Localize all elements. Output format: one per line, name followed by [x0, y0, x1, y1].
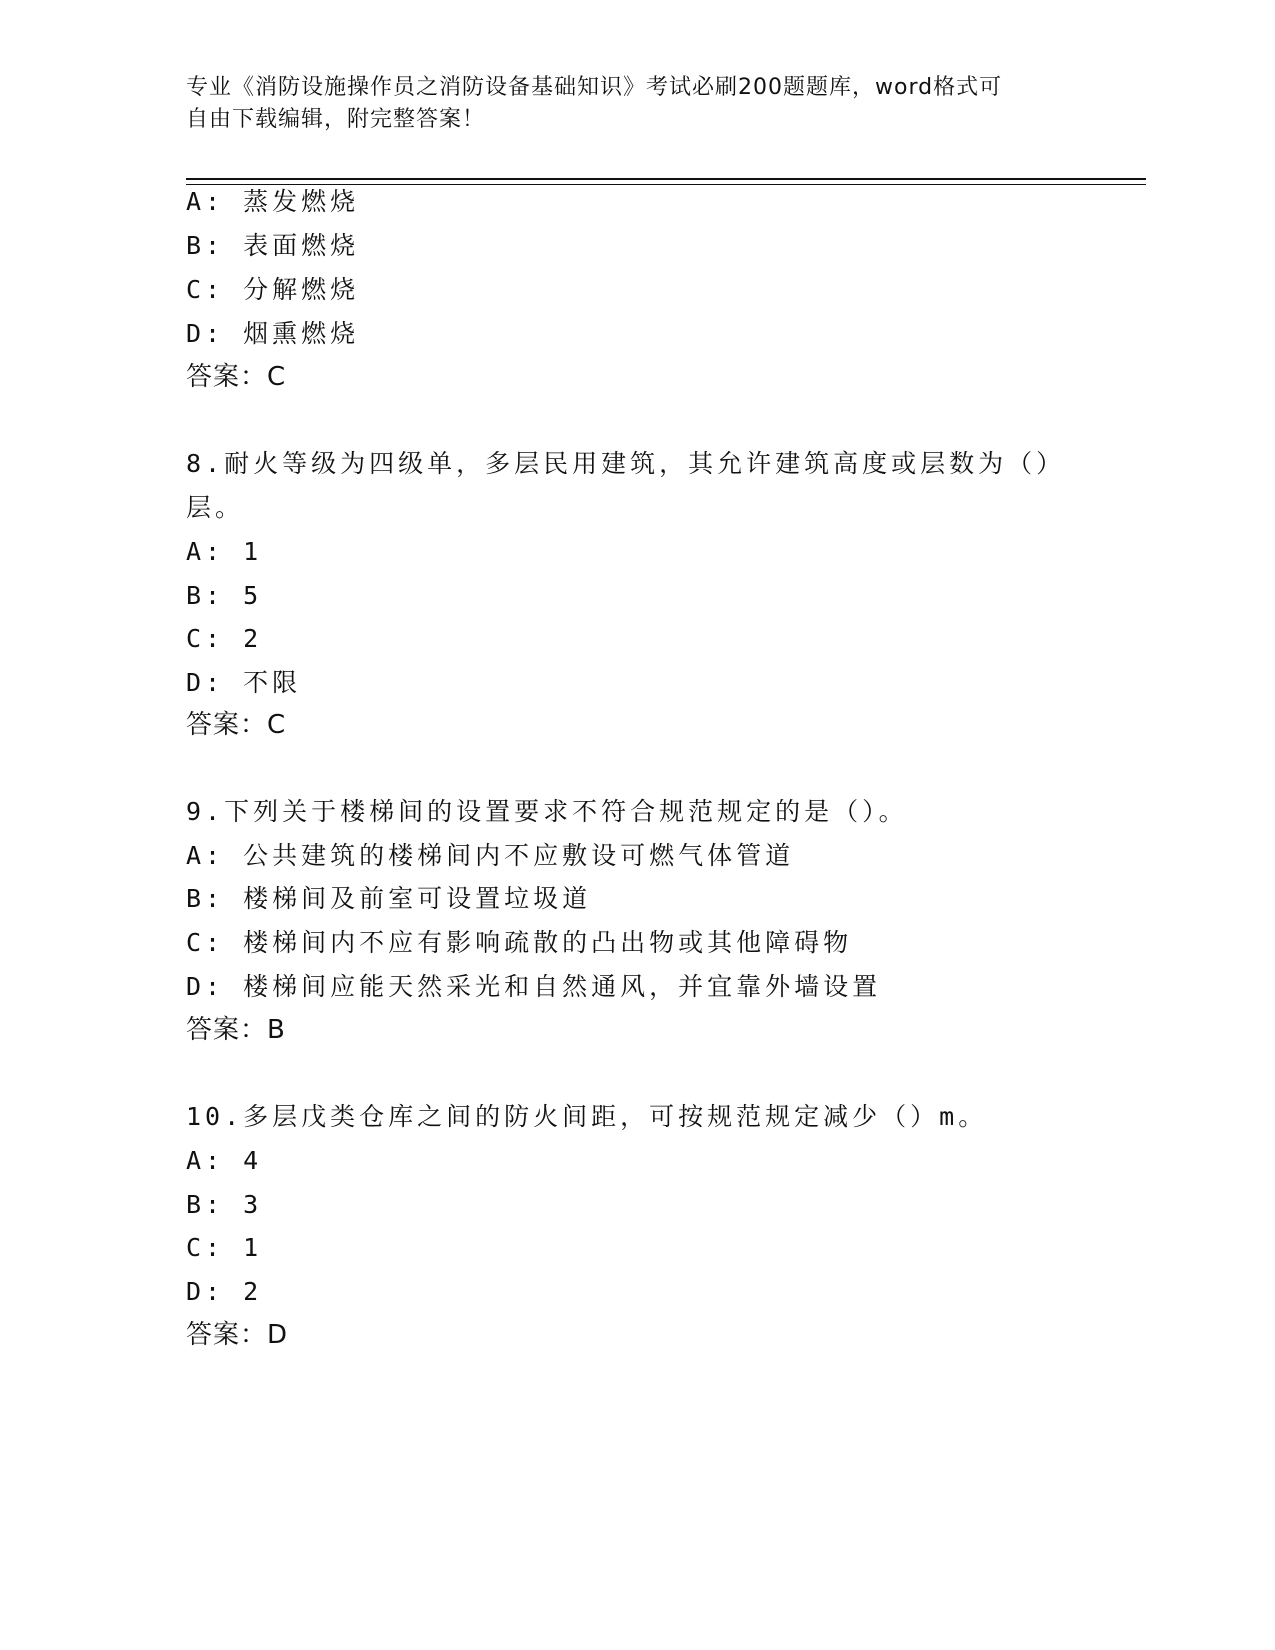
- q10-option-d: D: 2: [186, 1277, 263, 1306]
- header-title-line-2: 自由下载编辑，附完整答案！: [186, 107, 486, 132]
- q9-option-b: B: 楼梯间及前室可设置垃圾道: [186, 884, 592, 913]
- header-title-line-1: 专业《消防设施操作员之消防设备基础知识》考试必刷200题题库，word格式可: [186, 75, 1003, 100]
- q7-option-b: B: 表面燃烧: [186, 231, 360, 260]
- q7-option-c: C: 分解燃烧: [186, 275, 360, 304]
- q10-option-b: B: 3: [186, 1190, 263, 1219]
- q9-option-d: D: 楼梯间应能天然采光和自然通风，并宜靠外墙设置: [186, 972, 882, 1001]
- q9-option-a: A: 公共建筑的楼梯间内不应敷设可燃气体管道: [186, 841, 795, 870]
- q8-option-c: C: 2: [186, 624, 263, 653]
- q9-option-c: C: 楼梯间内不应有影响疏散的凸出物或其他障碍物: [186, 928, 853, 957]
- q10-option-a: A: 4: [186, 1146, 263, 1175]
- q8-option-a: A: 1: [186, 537, 263, 566]
- page-header: [186, 72, 1066, 136]
- header-divider-thick: [186, 178, 1146, 180]
- q8-stem-line-1: 8.耐火等级为四级单，多层民用建筑，其允许建筑高度或层数为（）: [186, 449, 1066, 478]
- q7-answer: 答案：C: [186, 362, 287, 392]
- q10-stem: 10.多层戊类仓库之间的防火间距，可按规范规定减少（）m。: [186, 1102, 988, 1131]
- q7-option-a: A: 蒸发燃烧: [186, 187, 360, 216]
- q8-stem-line-2: 层。: [186, 493, 245, 522]
- q7-option-d: D: 烟熏燃烧: [186, 319, 360, 348]
- q10-option-c: C: 1: [186, 1233, 263, 1262]
- q8-option-b: B: 5: [186, 581, 263, 610]
- q8-answer: 答案：C: [186, 710, 287, 740]
- q9-stem: 9.下列关于楼梯间的设置要求不符合规范规定的是（）。: [186, 797, 908, 826]
- q9-answer: 答案：B: [186, 1015, 286, 1045]
- q10-answer: 答案：D: [186, 1320, 289, 1350]
- q8-option-d: D: 不限: [186, 668, 302, 697]
